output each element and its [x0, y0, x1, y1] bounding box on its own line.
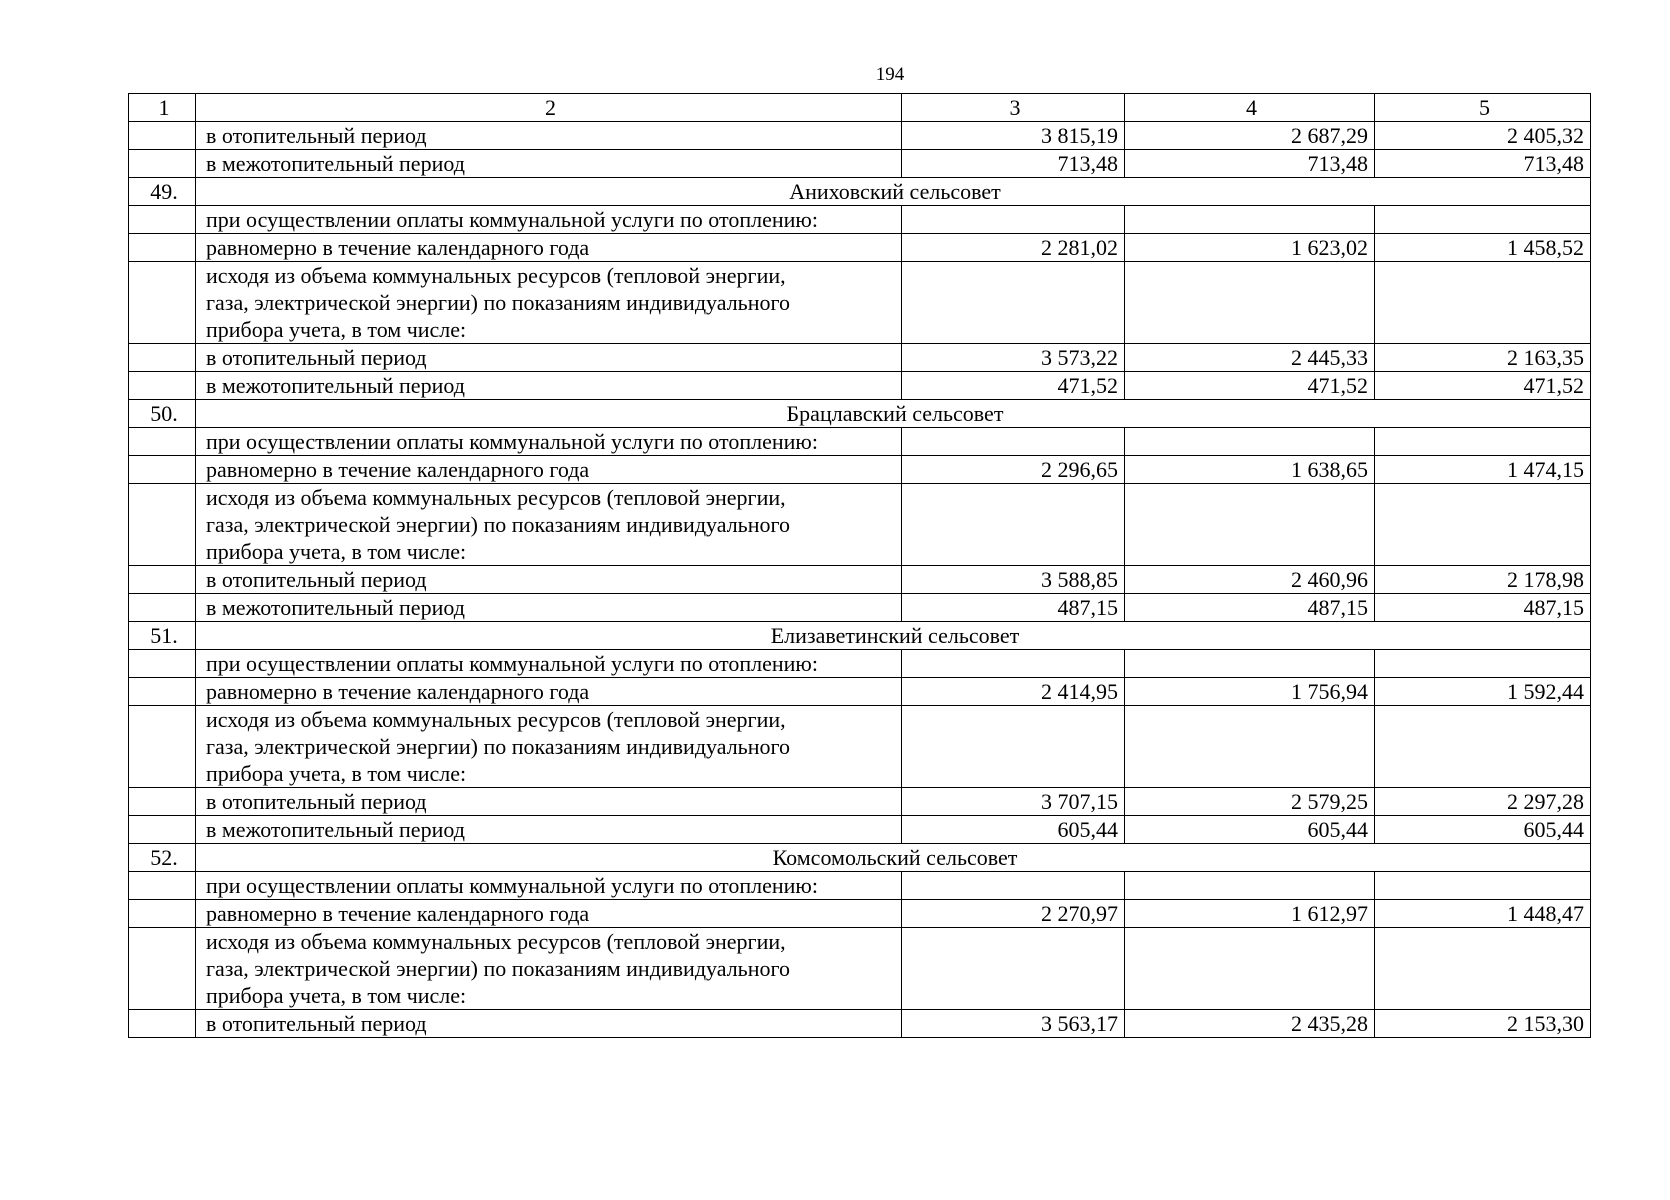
- table-row: [129, 456, 1591, 484]
- index-cell: [129, 594, 196, 622]
- header-cell: 4: [1125, 94, 1375, 122]
- row-label: в межотопительный период: [196, 816, 902, 844]
- row-label: [196, 706, 902, 788]
- table-row: [129, 234, 1591, 262]
- label-line: прибора учета, в том числе:: [206, 317, 467, 342]
- value-cell: 2 163,35: [1375, 344, 1591, 372]
- value-cell: 3 707,15: [902, 788, 1125, 816]
- value-cell: [1125, 872, 1375, 900]
- table-row: [129, 594, 1591, 622]
- value-cell: [1125, 706, 1375, 788]
- row-label: в межотопительный период: [196, 594, 902, 622]
- index-cell: [129, 678, 196, 706]
- row-label: равномерно в течение календарного года: [196, 456, 902, 484]
- value-cell: [1125, 928, 1375, 1010]
- value-cell: 1 592,44: [1375, 678, 1591, 706]
- value-cell: 2 687,29: [1125, 122, 1375, 150]
- value-cell: [1125, 650, 1375, 678]
- value-cell: [902, 428, 1125, 456]
- index-cell: [129, 788, 196, 816]
- row-label: при осуществлении оплаты коммунальной услуги по отоплению:: [196, 428, 902, 456]
- index-cell: [129, 1010, 196, 1038]
- table-row: [129, 650, 1591, 678]
- value-cell: [1125, 262, 1375, 344]
- index-cell: [129, 122, 196, 150]
- value-cell: 3 588,85: [902, 566, 1125, 594]
- value-cell: 2 178,98: [1375, 566, 1591, 594]
- row-label: в отопительный период: [196, 122, 902, 150]
- value-cell: 2 460,96: [1125, 566, 1375, 594]
- index-cell: [129, 456, 196, 484]
- table-row: [129, 872, 1591, 900]
- value-cell: 471,52: [902, 372, 1125, 400]
- index-cell: [129, 428, 196, 456]
- value-cell: 471,52: [1375, 372, 1591, 400]
- value-cell: [1375, 650, 1591, 678]
- section-title: Комсомольский сельсовет: [196, 844, 1591, 872]
- value-cell: 1 612,97: [1125, 900, 1375, 928]
- table-row: [129, 566, 1591, 594]
- table-row: [129, 706, 1591, 788]
- value-cell: 2 270,97: [902, 900, 1125, 928]
- table-row: [129, 262, 1591, 344]
- table-row: [129, 122, 1591, 150]
- value-cell: 2 414,95: [902, 678, 1125, 706]
- index-cell: [129, 566, 196, 594]
- value-cell: [1375, 206, 1591, 234]
- value-cell: [902, 706, 1125, 788]
- row-label: равномерно в течение календарного года: [196, 678, 902, 706]
- value-cell: [1375, 262, 1591, 344]
- row-label: при осуществлении оплаты коммунальной услуги по отоплению:: [196, 206, 902, 234]
- value-cell: 1 448,47: [1375, 900, 1591, 928]
- value-cell: 1 474,15: [1375, 456, 1591, 484]
- tariff-table: [128, 93, 1591, 1038]
- value-cell: [1375, 706, 1591, 788]
- table-row: [129, 678, 1591, 706]
- row-label: при осуществлении оплаты коммунальной услуги по отоплению:: [196, 650, 902, 678]
- section-number: 49.: [129, 178, 196, 206]
- label-line: исходя из объема коммунальных ресурсов (тепловой энергии,: [206, 707, 786, 732]
- value-cell: [902, 650, 1125, 678]
- value-cell: [1375, 928, 1591, 1010]
- label-line: газа, электрической энергии) по показаниям индивидуального: [206, 512, 790, 537]
- row-label: [196, 262, 902, 344]
- table-row: [129, 372, 1591, 400]
- value-cell: 2 445,33: [1125, 344, 1375, 372]
- value-cell: 2 579,25: [1125, 788, 1375, 816]
- value-cell: [1125, 484, 1375, 566]
- header-cell: 3: [902, 94, 1125, 122]
- index-cell: [129, 484, 196, 566]
- header-row: [129, 94, 1591, 122]
- value-cell: 2 435,28: [1125, 1010, 1375, 1038]
- section-number: 52.: [129, 844, 196, 872]
- value-cell: 3 815,19: [902, 122, 1125, 150]
- value-cell: 713,48: [1375, 150, 1591, 178]
- section-number: 50.: [129, 400, 196, 428]
- table-row: [129, 788, 1591, 816]
- table-row: [129, 428, 1591, 456]
- index-cell: [129, 344, 196, 372]
- index-cell: [129, 816, 196, 844]
- row-label: при осуществлении оплаты коммунальной услуги по отоплению:: [196, 872, 902, 900]
- row-label: в отопительный период: [196, 1010, 902, 1038]
- index-cell: [129, 900, 196, 928]
- label-line: газа, электрической энергии) по показаниям индивидуального: [206, 734, 790, 759]
- label-line: прибора учета, в том числе:: [206, 983, 467, 1008]
- value-cell: [1125, 206, 1375, 234]
- table-row: [129, 484, 1591, 566]
- value-cell: [1125, 428, 1375, 456]
- index-cell: [129, 372, 196, 400]
- table-row: [129, 816, 1591, 844]
- index-cell: [129, 650, 196, 678]
- value-cell: [902, 206, 1125, 234]
- index-cell: [129, 150, 196, 178]
- label-line: исходя из объема коммунальных ресурсов (тепловой энергии,: [206, 263, 786, 288]
- value-cell: 605,44: [1125, 816, 1375, 844]
- value-cell: 713,48: [1125, 150, 1375, 178]
- section-row: [129, 400, 1591, 428]
- row-label: равномерно в течение календарного года: [196, 900, 902, 928]
- value-cell: 1 638,65: [1125, 456, 1375, 484]
- value-cell: 1 458,52: [1375, 234, 1591, 262]
- value-cell: 2 405,32: [1375, 122, 1591, 150]
- table-row: [129, 928, 1591, 1010]
- header-cell: 5: [1375, 94, 1591, 122]
- index-cell: [129, 706, 196, 788]
- value-cell: [1375, 428, 1591, 456]
- section-title: Аниховский сельсовет: [196, 178, 1591, 206]
- table-row: [129, 900, 1591, 928]
- value-cell: 605,44: [1375, 816, 1591, 844]
- value-cell: [902, 928, 1125, 1010]
- label-line: прибора учета, в том числе:: [206, 761, 467, 786]
- index-cell: [129, 872, 196, 900]
- section-row: [129, 178, 1591, 206]
- value-cell: 487,15: [902, 594, 1125, 622]
- section-title: Елизаветинский сельсовет: [196, 622, 1591, 650]
- index-cell: [129, 262, 196, 344]
- value-cell: [1375, 872, 1591, 900]
- section-title: Брацлавский сельсовет: [196, 400, 1591, 428]
- row-label: в межотопительный период: [196, 372, 902, 400]
- table-row: [129, 206, 1591, 234]
- value-cell: 3 563,17: [902, 1010, 1125, 1038]
- index-cell: [129, 206, 196, 234]
- value-cell: [902, 484, 1125, 566]
- row-label: в отопительный период: [196, 344, 902, 372]
- row-label: равномерно в течение календарного года: [196, 234, 902, 262]
- section-row: [129, 622, 1591, 650]
- table-row: [129, 1010, 1591, 1038]
- index-cell: [129, 928, 196, 1010]
- value-cell: 2 297,28: [1375, 788, 1591, 816]
- value-cell: [1375, 484, 1591, 566]
- row-label: в отопительный период: [196, 566, 902, 594]
- row-label: [196, 928, 902, 1010]
- value-cell: 471,52: [1125, 372, 1375, 400]
- value-cell: 2 296,65: [902, 456, 1125, 484]
- value-cell: 713,48: [902, 150, 1125, 178]
- label-line: газа, электрической энергии) по показаниям индивидуального: [206, 956, 790, 981]
- header-cell: 1: [129, 94, 196, 122]
- page-number: 194: [875, 64, 905, 85]
- value-cell: 1 756,94: [1125, 678, 1375, 706]
- table-row: [129, 344, 1591, 372]
- row-label: [196, 484, 902, 566]
- value-cell: 605,44: [902, 816, 1125, 844]
- index-cell: [129, 234, 196, 262]
- value-cell: 487,15: [1125, 594, 1375, 622]
- label-line: исходя из объема коммунальных ресурсов (тепловой энергии,: [206, 929, 786, 954]
- value-cell: [902, 262, 1125, 344]
- label-line: газа, электрической энергии) по показаниям индивидуального: [206, 290, 790, 315]
- label-line: исходя из объема коммунальных ресурсов (тепловой энергии,: [206, 485, 786, 510]
- value-cell: 1 623,02: [1125, 234, 1375, 262]
- section-number: 51.: [129, 622, 196, 650]
- header-cell: 2: [196, 94, 902, 122]
- value-cell: [902, 872, 1125, 900]
- row-label: в межотопительный период: [196, 150, 902, 178]
- value-cell: 3 573,22: [902, 344, 1125, 372]
- value-cell: 487,15: [1375, 594, 1591, 622]
- label-line: прибора учета, в том числе:: [206, 539, 467, 564]
- value-cell: 2 153,30: [1375, 1010, 1591, 1038]
- section-row: [129, 844, 1591, 872]
- table-row: [129, 150, 1591, 178]
- value-cell: 2 281,02: [902, 234, 1125, 262]
- row-label: в отопительный период: [196, 788, 902, 816]
